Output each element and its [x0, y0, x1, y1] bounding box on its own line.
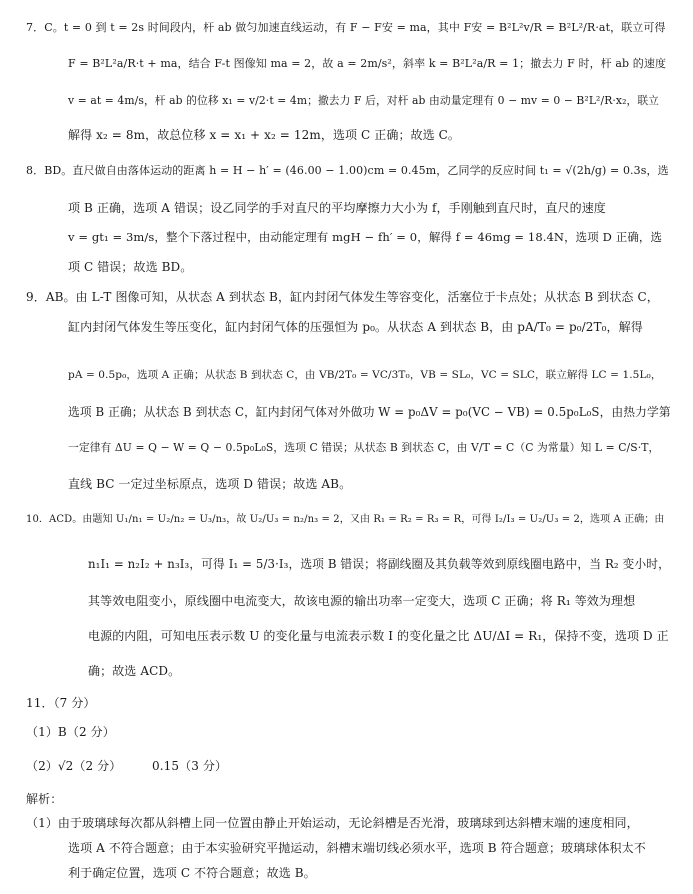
q9-line1: 9．AB。由 L-T 图像可知，从状态 A 到状态 B，缸内封闭气体发生等容变化，活塞位于卡点处；从状态 B 到状态 C，	[26, 290, 659, 304]
q11-heading: 11．（7 分）	[26, 696, 96, 710]
q10-line3: 其等效电阻变小，原线圈中电流变大，故该电源的输出功率一定变大，选项 C 正确；将 R₁ 等效为理想	[88, 594, 636, 608]
q10-line5: 确；故选 ACD。	[88, 664, 181, 678]
q10-line1: 10．ACD。由题知 U₁/n₁ = U₂/n₂ = U₃/n₃，故 U₂/U₃ = n₂/n₃ = 2，又由 R₁ = R₂ = R₃ = R，可得 I₂/I₃ = U₂/U₃ = 2，选项 A 正确；由	[26, 514, 665, 525]
q8-line2: 项 B 正确，选项 A 错误；设乙同学的手对直尺的平均摩擦力大小为 f，手刚触到直尺时，直尺的速度	[68, 201, 606, 215]
q9-line3: pA = 0.5p₀，选项 A 正确；从状态 B 到状态 C，由 VB/2T₀ = VC/3T₀，VB = SL₀，VC = SLC，联立解得 LC = 1.5L₀，	[68, 369, 662, 381]
q11-analysis-label: 解析：	[26, 792, 63, 806]
q9-line5: 一定律有 ΔU = Q − W = Q − 0.5p₀L₀S，选项 C 错误；从状态 B 到状态 C，由 V/T = C（C 为常量）知 L = C/S·T，	[68, 441, 660, 454]
q9-line6: 直线 BC 一定过坐标原点，选项 D 错误；故选 AB。	[68, 477, 352, 491]
q9-line2: 缸内封闭气体发生等压变化，缸内封闭气体的压强恒为 p₀。从状态 A 到状态 B，由 pA/T₀ = p₀/2T₀，解得	[68, 320, 643, 334]
q9-line4: 选项 B 正确；从状态 B 到状态 C，缸内封闭气体对外做功 W = p₀ΔV = p₀(VC − VB) = 0.5p₀L₀S，由热力学第	[68, 405, 671, 419]
q11-answer-1: （1）B（2 分）	[26, 725, 115, 739]
q8-line3: v = gt₁ = 3m/s，整个下落过程中，由动能定理有 mgH − fh′ = 0，解得 f = 46mg = 18.4N，选项 D 正确，选	[68, 230, 663, 244]
q11-explanation-2: 选项 A 不符合题意；由于本实验研究平抛运动，斜槽末端切线必须水平，选项 B 符合题意；玻璃球体积太不	[68, 841, 646, 855]
q10-line4: 电源的内阻，可知电压表示数 U 的变化量与电流表示数 I 的变化量之比 ΔU/ΔI = R₁，保持不变，选项 D 正	[88, 629, 669, 643]
q7-line4: 解得 x₂ = 8m，故总位移 x = x₁ + x₂ = 12m，选项 C 正确；故选 C。	[68, 128, 461, 142]
q11-answer-2a: （2）√2（2 分）	[26, 759, 122, 773]
q10-line2: n₁I₁ = n₂I₂ + n₃I₃，可得 I₁ = 5/3·I₃，选项 B 错误；将副线圈及其负载等效到原线圈电路中，当 R₂ 变小时，	[88, 557, 670, 571]
q11-explanation-1: （1）由于玻璃球每次都从斜槽上同一位置由静止开始运动，无论斜槽是否光滑，玻璃球到达斜槽末端的速度相同，	[26, 816, 639, 830]
q8-line4: 项 C 错误；故选 BD。	[68, 260, 193, 274]
q11-explanation-3: 利于确定位置，选项 C 不符合题意；故选 B。	[68, 866, 316, 880]
q7-line1: 7．C。t = 0 到 t = 2s 时间段内，杆 ab 做匀加速直线运动，有 F − F安 = ma，其中 F安 = B²L²v/R = B²L²/R·at，联立可得	[26, 21, 666, 34]
q8-line1: 8．BD。直尺做自由落体运动的距离 h = H − h′ = (46.00 − 1.00)cm = 0.45m，乙同学的反应时间 t₁ = √(2h/g) = 0.3s，选	[26, 164, 669, 177]
q7-line2: F = B²L²a/R·t + ma，结合 F-t 图像知 ma = 2，故 a = 2m/s²，斜率 k = B²L²a/R = 1；撤去力 F 时，杆 ab 的速度	[68, 57, 667, 70]
q7-line3: v = at = 4m/s，杆 ab 的位移 x₁ = v/2·t = 4m；撤去力 F 后，对杆 ab 由动量定理有 0 − mv = 0 − B²L²/R·x₂，联立	[68, 94, 660, 107]
q11-answer-2b: 0.15（3 分）	[152, 759, 228, 773]
